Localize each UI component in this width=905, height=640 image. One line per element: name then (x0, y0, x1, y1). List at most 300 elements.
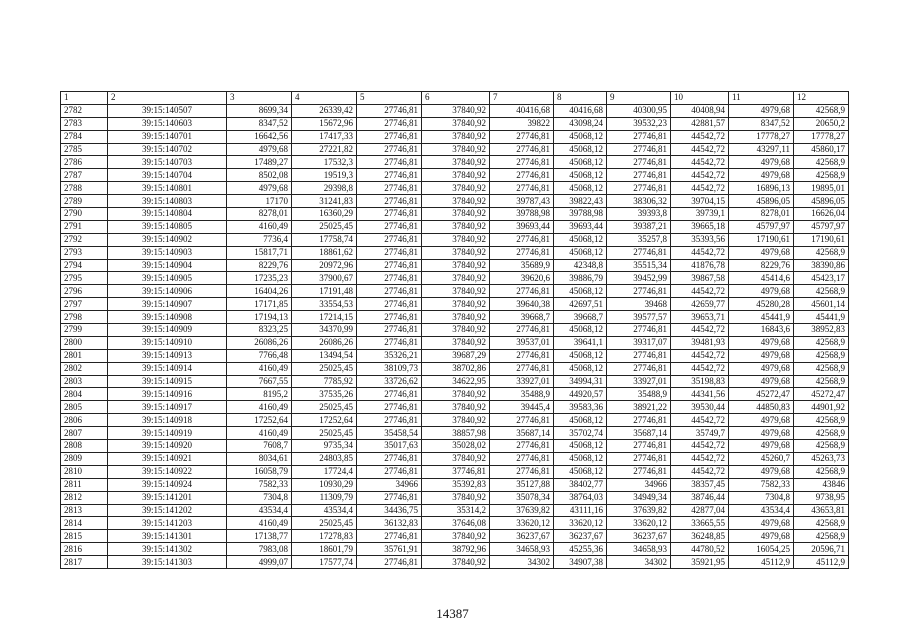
value-cell: 27221,82 (292, 143, 357, 156)
value-cell: 33927,01 (490, 375, 554, 388)
value-cell: 27746,81 (490, 414, 554, 427)
value-cell: 45068,12 (554, 130, 607, 143)
value-cell: 38764,03 (554, 491, 607, 504)
value-cell: 17214,15 (292, 311, 357, 324)
cadastral-number-cell: 39:15:140908 (108, 311, 227, 324)
value-cell: 39687,29 (422, 349, 490, 362)
value-cell: 37840,92 (422, 298, 490, 311)
cadastral-number-cell: 39:15:140903 (108, 246, 227, 259)
cadastral-number-cell: 39:15:140803 (108, 195, 227, 208)
value-cell: 45068,12 (554, 285, 607, 298)
value-cell: 38402,77 (554, 478, 607, 491)
value-cell: 37840,92 (422, 556, 490, 569)
row-number-cell: 2787 (61, 169, 108, 182)
value-cell: 45068,12 (554, 324, 607, 337)
value-cell: 27746,81 (490, 130, 554, 143)
value-cell: 31241,83 (292, 195, 357, 208)
value-cell: 45896,05 (794, 195, 849, 208)
value-cell: 34302 (490, 556, 554, 569)
value-cell: 38921,22 (607, 401, 671, 414)
value-cell: 27746,81 (357, 491, 422, 504)
value-cell: 37840,92 (422, 388, 490, 401)
value-cell: 37840,92 (422, 104, 490, 117)
value-cell: 45423,17 (794, 272, 849, 285)
value-cell: 35515,34 (607, 259, 671, 272)
value-cell: 42568,9 (794, 285, 849, 298)
value-cell: 44542,72 (671, 465, 729, 478)
value-cell: 39583,36 (554, 401, 607, 414)
value-cell: 40408,94 (671, 104, 729, 117)
table-row (61, 452, 849, 465)
value-cell: 42568,9 (794, 427, 849, 440)
value-cell: 37840,92 (422, 169, 490, 182)
value-cell: 35393,56 (671, 233, 729, 246)
value-cell: 44542,72 (671, 182, 729, 195)
value-cell: 7608,7 (227, 440, 292, 453)
value-cell: 39445,4 (490, 401, 554, 414)
value-cell: 4979,68 (729, 349, 794, 362)
row-number-cell: 2810 (61, 465, 108, 478)
table-row (61, 272, 849, 285)
value-cell: 38109,73 (357, 362, 422, 375)
value-cell: 42568,9 (794, 169, 849, 182)
cadastral-number-cell: 39:15:140603 (108, 117, 227, 130)
value-cell: 11309,79 (292, 491, 357, 504)
value-cell: 42568,9 (794, 104, 849, 117)
value-cell: 27746,81 (357, 324, 422, 337)
value-cell: 7736,4 (227, 233, 292, 246)
value-cell: 17278,83 (292, 530, 357, 543)
column-header: 6 (422, 92, 490, 105)
value-cell: 44542,72 (671, 362, 729, 375)
value-cell: 27746,81 (490, 324, 554, 337)
value-cell: 44542,72 (671, 349, 729, 362)
value-cell: 27746,81 (357, 130, 422, 143)
column-header: 4 (292, 92, 357, 105)
value-cell: 45068,12 (554, 440, 607, 453)
value-cell: 39641,1 (554, 336, 607, 349)
cadastral-number-cell: 39:15:140906 (108, 285, 227, 298)
value-cell: 4999,07 (227, 556, 292, 569)
cadastral-number-cell: 39:15:140804 (108, 208, 227, 221)
cadastral-number-cell: 39:15:140701 (108, 130, 227, 143)
value-cell: 27746,81 (357, 336, 422, 349)
value-cell: 39317,07 (607, 336, 671, 349)
value-cell: 27746,81 (490, 233, 554, 246)
column-header: 2 (108, 92, 227, 105)
value-cell: 4979,68 (227, 182, 292, 195)
value-cell: 39788,98 (554, 208, 607, 221)
value-cell: 7766,48 (227, 349, 292, 362)
value-cell: 45272,47 (794, 388, 849, 401)
value-cell: 18601,79 (292, 543, 357, 556)
value-cell: 37535,26 (292, 388, 357, 401)
value-cell: 17194,13 (227, 311, 292, 324)
value-cell: 45601,14 (794, 298, 849, 311)
table-row (61, 478, 849, 491)
value-cell: 27746,81 (490, 285, 554, 298)
cadastral-number-cell: 39:15:141302 (108, 543, 227, 556)
value-cell: 27746,81 (357, 220, 422, 233)
value-cell: 37840,92 (422, 246, 490, 259)
value-cell: 42568,9 (794, 440, 849, 453)
cadastral-number-cell: 39:15:140916 (108, 388, 227, 401)
row-number-cell: 2804 (61, 388, 108, 401)
value-cell: 34966 (607, 478, 671, 491)
value-cell: 18861,62 (292, 246, 357, 259)
value-cell: 42568,9 (794, 336, 849, 349)
value-cell: 27746,81 (357, 285, 422, 298)
value-cell: 26086,26 (227, 336, 292, 349)
value-cell: 8347,52 (729, 117, 794, 130)
table-row (61, 182, 849, 195)
cadastral-value-table (60, 91, 849, 569)
value-cell: 33665,55 (671, 517, 729, 530)
value-cell: 7304,8 (729, 491, 794, 504)
value-cell: 43534,4 (292, 504, 357, 517)
value-cell: 27746,81 (357, 182, 422, 195)
value-cell: 37639,82 (490, 504, 554, 517)
cadastral-number-cell: 39:15:140704 (108, 169, 227, 182)
value-cell: 45068,12 (554, 233, 607, 246)
value-cell: 37840,92 (422, 259, 490, 272)
value-cell: 35488,9 (490, 388, 554, 401)
value-cell: 37840,92 (422, 233, 490, 246)
cadastral-number-cell: 39:15:140902 (108, 233, 227, 246)
value-cell: 35127,88 (490, 478, 554, 491)
value-cell: 37840,92 (422, 182, 490, 195)
value-cell: 27746,81 (490, 169, 554, 182)
value-cell: 35687,14 (490, 427, 554, 440)
row-number-cell: 2795 (61, 272, 108, 285)
value-cell: 27746,81 (357, 401, 422, 414)
value-cell: 38390,86 (794, 259, 849, 272)
cadastral-number-cell: 39:15:140507 (108, 104, 227, 117)
value-cell: 34436,75 (357, 504, 422, 517)
value-cell: 35749,7 (671, 427, 729, 440)
value-cell: 45068,12 (554, 182, 607, 195)
value-cell: 39481,93 (671, 336, 729, 349)
value-cell: 35392,83 (422, 478, 490, 491)
row-number-cell: 2805 (61, 401, 108, 414)
row-number-cell: 2784 (61, 130, 108, 143)
value-cell: 27746,81 (490, 143, 554, 156)
value-cell: 24803,85 (292, 452, 357, 465)
value-cell: 27746,81 (607, 130, 671, 143)
value-cell: 4160,49 (227, 220, 292, 233)
value-cell: 4979,68 (729, 414, 794, 427)
value-cell: 42568,9 (794, 362, 849, 375)
table-row (61, 285, 849, 298)
table-row (61, 169, 849, 182)
value-cell: 4979,68 (729, 104, 794, 117)
row-number-cell: 2789 (61, 195, 108, 208)
value-cell: 44542,72 (671, 130, 729, 143)
column-header: 1 (61, 92, 108, 105)
value-cell: 40416,68 (554, 104, 607, 117)
value-cell: 17417,33 (292, 130, 357, 143)
value-cell: 27746,81 (357, 272, 422, 285)
value-cell: 45441,9 (729, 311, 794, 324)
value-cell: 34370,99 (292, 324, 357, 337)
value-cell: 43653,81 (794, 504, 849, 517)
value-cell: 4160,49 (227, 362, 292, 375)
value-cell: 27746,81 (357, 169, 422, 182)
value-cell: 16360,29 (292, 208, 357, 221)
value-cell: 27746,81 (357, 259, 422, 272)
value-cell: 43111,16 (554, 504, 607, 517)
cadastral-number-cell: 39:15:140920 (108, 440, 227, 453)
cadastral-number-cell: 39:15:140805 (108, 220, 227, 233)
column-header: 3 (227, 92, 292, 105)
table-row (61, 375, 849, 388)
cadastral-number-cell: 39:15:140904 (108, 259, 227, 272)
table-row (61, 220, 849, 233)
value-cell: 27746,81 (607, 349, 671, 362)
value-cell: 25025,45 (292, 362, 357, 375)
row-number-cell: 2792 (61, 233, 108, 246)
value-cell: 45068,12 (554, 169, 607, 182)
row-number-cell: 2809 (61, 452, 108, 465)
value-cell: 17532,3 (292, 156, 357, 169)
value-cell: 4160,49 (227, 517, 292, 530)
value-cell: 42348,8 (554, 259, 607, 272)
value-cell: 27746,81 (607, 452, 671, 465)
value-cell: 44542,72 (671, 440, 729, 453)
value-cell: 39668,7 (554, 311, 607, 324)
cadastral-number-cell: 39:15:140922 (108, 465, 227, 478)
value-cell: 17235,23 (227, 272, 292, 285)
row-number-cell: 2782 (61, 104, 108, 117)
value-cell: 35326,21 (357, 349, 422, 362)
value-cell: 4979,68 (729, 530, 794, 543)
value-cell: 25025,45 (292, 517, 357, 530)
value-cell: 39693,44 (554, 220, 607, 233)
cadastral-number-cell: 39:15:140703 (108, 156, 227, 169)
value-cell: 29398,8 (292, 182, 357, 195)
value-cell: 7667,55 (227, 375, 292, 388)
value-cell: 16058,79 (227, 465, 292, 478)
value-cell: 42568,9 (794, 414, 849, 427)
value-cell: 39620,6 (490, 272, 554, 285)
value-cell: 17577,74 (292, 556, 357, 569)
value-cell: 33620,12 (554, 517, 607, 530)
value-cell: 8229,76 (729, 259, 794, 272)
value-cell: 34907,38 (554, 556, 607, 569)
value-cell: 27746,81 (357, 465, 422, 478)
column-header: 8 (554, 92, 607, 105)
value-cell: 37746,81 (422, 465, 490, 478)
table-row (61, 336, 849, 349)
value-cell: 39640,38 (490, 298, 554, 311)
value-cell: 37840,92 (422, 272, 490, 285)
row-number-cell: 2803 (61, 375, 108, 388)
value-cell: 39739,1 (671, 208, 729, 221)
value-cell: 38702,86 (422, 362, 490, 375)
table-row (61, 208, 849, 221)
value-cell: 36248,85 (671, 530, 729, 543)
value-cell: 4979,68 (729, 156, 794, 169)
value-cell: 45272,47 (729, 388, 794, 401)
value-cell: 44542,72 (671, 169, 729, 182)
table-row (61, 465, 849, 478)
value-cell: 27746,81 (490, 440, 554, 453)
cadastral-number-cell: 39:15:140913 (108, 349, 227, 362)
value-cell: 43297,11 (729, 143, 794, 156)
value-cell: 39452,99 (607, 272, 671, 285)
table-row (61, 324, 849, 337)
value-cell: 45263,73 (794, 452, 849, 465)
value-cell: 17489,27 (227, 156, 292, 169)
value-cell: 7304,8 (227, 491, 292, 504)
value-cell: 33620,12 (607, 517, 671, 530)
value-cell: 4160,49 (227, 427, 292, 440)
value-cell: 37840,92 (422, 130, 490, 143)
value-cell: 35028,02 (422, 440, 490, 453)
value-cell: 39577,57 (607, 311, 671, 324)
value-cell: 38306,32 (607, 195, 671, 208)
cadastral-number-cell: 39:15:141303 (108, 556, 227, 569)
value-cell: 37840,92 (422, 414, 490, 427)
value-cell: 27746,81 (357, 208, 422, 221)
value-cell: 43098,24 (554, 117, 607, 130)
value-cell: 8347,52 (227, 117, 292, 130)
value-cell: 35687,14 (607, 427, 671, 440)
table-row (61, 195, 849, 208)
value-cell: 27746,81 (490, 349, 554, 362)
value-cell: 37840,92 (422, 156, 490, 169)
value-cell: 17138,77 (227, 530, 292, 543)
value-cell: 44780,52 (671, 543, 729, 556)
value-cell: 37840,92 (422, 336, 490, 349)
value-cell: 27746,81 (607, 143, 671, 156)
value-cell: 17778,27 (794, 130, 849, 143)
row-number-cell: 2802 (61, 362, 108, 375)
table-row (61, 130, 849, 143)
value-cell: 27746,81 (357, 246, 422, 259)
value-cell: 36132,83 (357, 517, 422, 530)
value-cell: 17191,48 (292, 285, 357, 298)
value-cell: 4979,68 (729, 169, 794, 182)
cadastral-number-cell: 39:15:140905 (108, 272, 227, 285)
value-cell: 34966 (357, 478, 422, 491)
value-cell: 20972,96 (292, 259, 357, 272)
value-cell: 39822,43 (554, 195, 607, 208)
table-row (61, 349, 849, 362)
value-cell: 27746,81 (490, 156, 554, 169)
value-cell: 25025,45 (292, 401, 357, 414)
value-cell: 44542,72 (671, 414, 729, 427)
row-number-cell: 2808 (61, 440, 108, 453)
value-cell: 35921,95 (671, 556, 729, 569)
value-cell: 37840,92 (422, 452, 490, 465)
value-cell: 27746,81 (607, 246, 671, 259)
value-cell: 16404,26 (227, 285, 292, 298)
value-cell: 45068,12 (554, 143, 607, 156)
value-cell: 45112,9 (729, 556, 794, 569)
row-number-cell: 2811 (61, 478, 108, 491)
value-cell: 4979,68 (729, 362, 794, 375)
value-cell: 8034,61 (227, 452, 292, 465)
row-number-cell: 2791 (61, 220, 108, 233)
value-cell: 19519,3 (292, 169, 357, 182)
table-row (61, 311, 849, 324)
value-cell: 7582,33 (227, 478, 292, 491)
value-cell: 37646,08 (422, 517, 490, 530)
value-cell: 9735,34 (292, 440, 357, 453)
table-row (61, 530, 849, 543)
value-cell: 45068,12 (554, 246, 607, 259)
value-cell: 26339,42 (292, 104, 357, 117)
cadastral-number-cell: 39:15:140907 (108, 298, 227, 311)
value-cell: 42568,9 (794, 156, 849, 169)
value-cell: 45860,17 (794, 143, 849, 156)
row-number-cell: 2814 (61, 517, 108, 530)
value-cell: 42881,57 (671, 117, 729, 130)
row-number-cell: 2806 (61, 414, 108, 427)
cadastral-number-cell: 39:15:140917 (108, 401, 227, 414)
value-cell: 37840,92 (422, 208, 490, 221)
value-cell: 45068,12 (554, 349, 607, 362)
cadastral-number-cell: 39:15:141201 (108, 491, 227, 504)
value-cell: 20650,2 (794, 117, 849, 130)
table-header-row (61, 92, 849, 105)
row-number-cell: 2813 (61, 504, 108, 517)
value-cell: 34658,93 (607, 543, 671, 556)
column-header: 10 (671, 92, 729, 105)
value-cell: 10930,29 (292, 478, 357, 491)
value-cell: 37639,82 (607, 504, 671, 517)
value-cell: 16896,13 (729, 182, 794, 195)
table-row (61, 117, 849, 130)
value-cell: 35488,9 (607, 388, 671, 401)
column-header: 11 (729, 92, 794, 105)
value-cell: 43846 (794, 478, 849, 491)
table-row (61, 156, 849, 169)
value-cell: 44542,72 (671, 285, 729, 298)
column-header: 5 (357, 92, 422, 105)
value-cell: 42568,9 (794, 246, 849, 259)
table-row (61, 233, 849, 246)
value-cell: 7785,92 (292, 375, 357, 388)
value-cell: 36237,67 (490, 530, 554, 543)
table-row (61, 556, 849, 569)
value-cell: 39787,43 (490, 195, 554, 208)
row-number-cell: 2790 (61, 208, 108, 221)
value-cell: 27746,81 (357, 530, 422, 543)
value-cell: 45112,9 (794, 556, 849, 569)
table-row (61, 362, 849, 375)
value-cell: 4979,68 (729, 375, 794, 388)
value-cell: 16054,25 (729, 543, 794, 556)
value-cell: 44542,72 (671, 156, 729, 169)
value-cell: 42697,51 (554, 298, 607, 311)
value-cell: 8323,25 (227, 324, 292, 337)
value-cell: 40416,68 (490, 104, 554, 117)
value-cell: 7983,08 (227, 543, 292, 556)
value-cell: 39693,44 (490, 220, 554, 233)
value-cell: 27746,81 (607, 182, 671, 195)
value-cell: 43534,4 (729, 504, 794, 517)
value-cell: 27746,81 (490, 362, 554, 375)
value-cell: 17190,61 (794, 233, 849, 246)
cadastral-number-cell: 39:15:140914 (108, 362, 227, 375)
value-cell: 33726,62 (357, 375, 422, 388)
value-cell: 8229,76 (227, 259, 292, 272)
value-cell: 27746,81 (357, 556, 422, 569)
table-row (61, 517, 849, 530)
value-cell: 39537,01 (490, 336, 554, 349)
